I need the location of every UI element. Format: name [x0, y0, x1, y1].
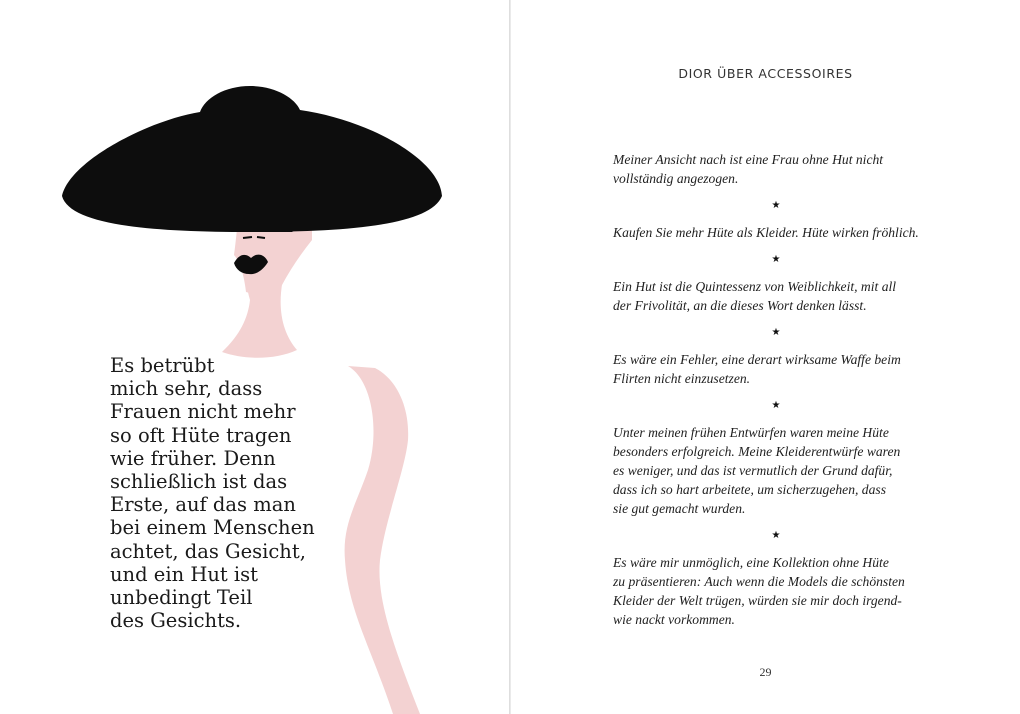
quote-line: der Frivolität, an die dieses Wort denken lässt. [613, 298, 867, 313]
quote-line: zu präsentieren: Auch wenn die Models die schönsten [613, 574, 905, 589]
quote-line: Meiner Ansicht nach ist eine Frau ohne Hut nicht [613, 152, 884, 167]
quote-line: wie nackt vorkommen. [613, 612, 735, 627]
page-number: 29 [759, 665, 772, 679]
dress-shape [345, 366, 420, 714]
quote-item [613, 423, 973, 518]
pull-quote-line: wie früher. Denn [110, 446, 276, 470]
quote-line: Unter meinen frühen Entwürfen waren meine Hüte [613, 425, 889, 440]
quote-line: Kaufen Sie mehr Hüte als Kleider. Hüte wirken fröhlich. [613, 225, 919, 240]
right-page [511, 0, 1020, 714]
pull-quote [110, 354, 340, 632]
quote-item [613, 150, 973, 188]
running-head: DIOR ÜBER ACCESSOIRES [678, 66, 853, 81]
pull-quote-line: unbedingt Teil [110, 586, 253, 610]
hat-shape [62, 86, 442, 232]
quote-line: es weniger, und das ist vermutlich der Grund dafür, [613, 463, 893, 478]
quote-line: Kleider der Welt trügen, würden sie mir doch irgend- [613, 593, 902, 608]
quote-line: Ein Hut ist die Quintessenz von Weiblichkeit, mit all [613, 279, 897, 294]
quote-item [613, 277, 973, 315]
pull-quote-line: Frauen nicht mehr [110, 400, 296, 424]
pull-quote-line: bei einem Menschen [110, 516, 315, 540]
quote-item [613, 350, 973, 388]
star-separator-icon: ★ [771, 327, 781, 338]
quote-line: Flirten nicht einzusetzen. [613, 371, 751, 386]
star-separator-icon: ★ [771, 530, 781, 541]
quote-line: besonders erfolgreich. Meine Kleiderentwürfe waren [613, 444, 901, 459]
pull-quote-line: schließlich ist das [110, 470, 288, 494]
pull-quote-line: des Gesichts. [110, 609, 242, 633]
pull-quote-line: Es betrübt [110, 354, 215, 377]
pull-quote-line: und ein Hut ist [110, 562, 259, 586]
quote-list [613, 150, 973, 629]
pull-quote-line: so oft Hüte tragen [110, 423, 292, 447]
quote-item [613, 553, 973, 629]
star-separator-icon: ★ [771, 400, 781, 411]
quote-line: vollständig angezogen. [613, 171, 739, 186]
quote-line: Es wäre mir unmöglich, eine Kollektion ohne Hüte [613, 555, 889, 570]
quote-item [613, 223, 973, 242]
quote-line: sie gut gemacht wurden. [613, 501, 746, 516]
star-separator-icon: ★ [771, 200, 781, 211]
quote-line: dass ich so hart arbeitete, um sicherzugehen, dass [613, 482, 886, 497]
pull-quote-line: achtet, das Gesicht, [110, 539, 306, 563]
star-separator-icon: ★ [771, 254, 781, 265]
pull-quote-line: mich sehr, dass [110, 377, 263, 401]
quote-line: Es wäre ein Fehler, eine derart wirksame Waffe beim [613, 352, 901, 367]
pull-quote-line: Erste, auf das man [110, 493, 296, 517]
